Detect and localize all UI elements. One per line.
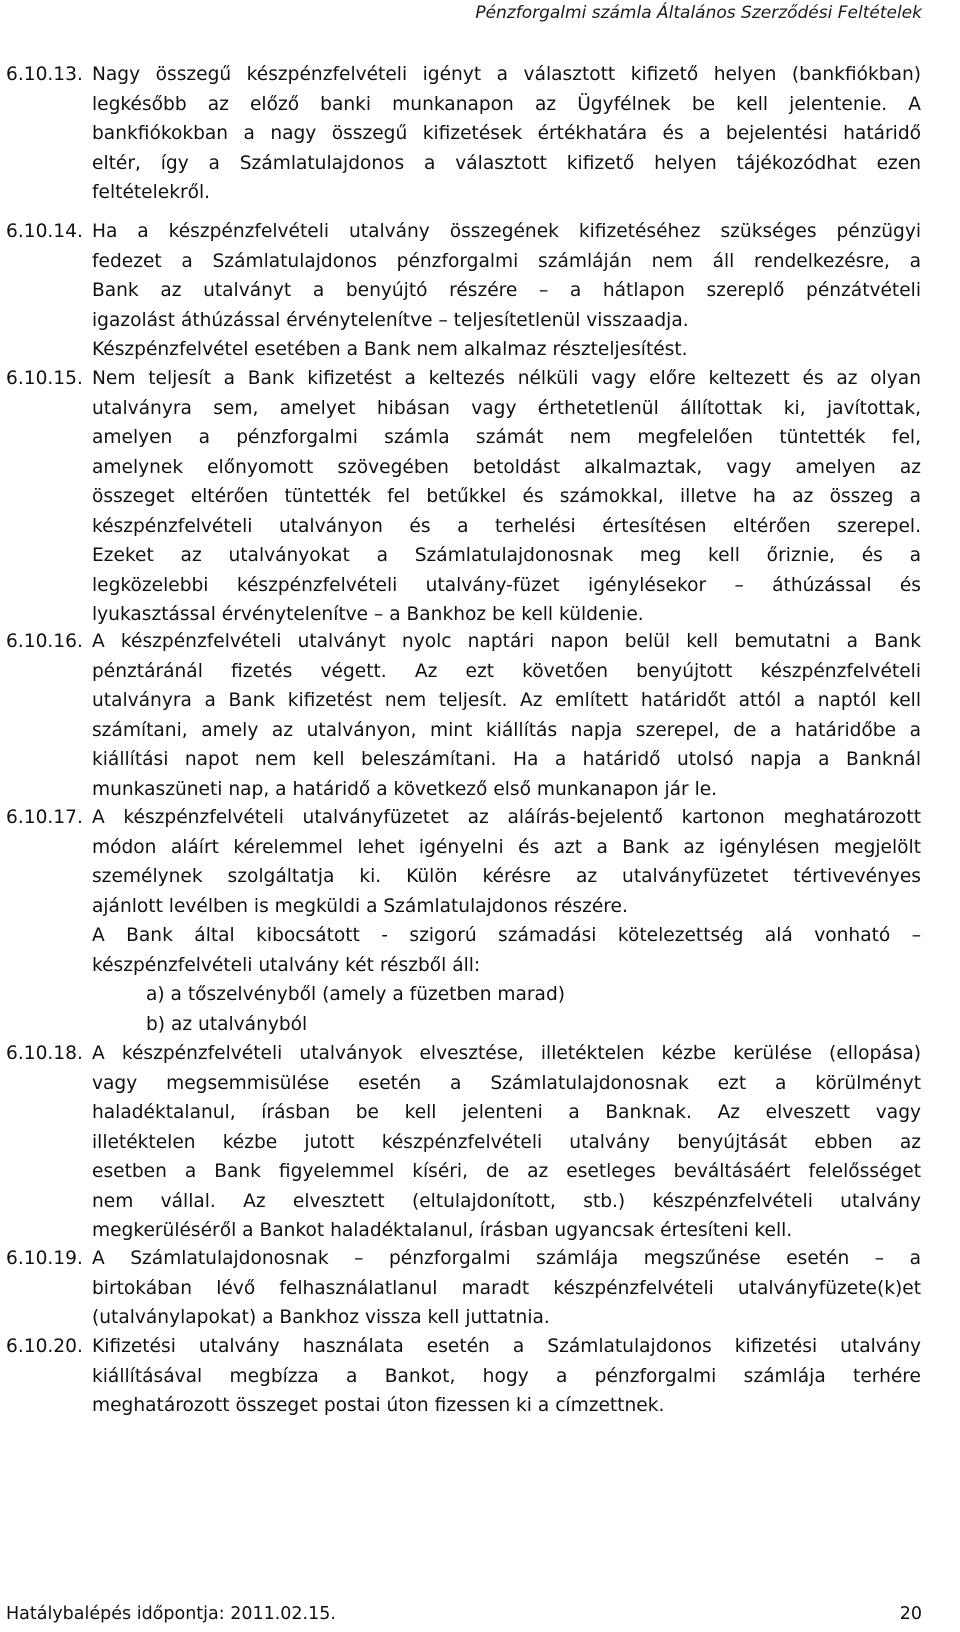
text-line: készpénzfelvételi utalvány két részből áll:	[92, 954, 481, 976]
page-footer	[6, 1604, 922, 1628]
text-line: Ha a készpénzfelvételi utalvány összegének kifizetéséhez szükséges pénzügyi	[92, 221, 921, 242]
text-line: fedezet a Számlatulajdonos pénzforgalmi számláján nem áll rendelkezésre, a	[92, 250, 921, 272]
text-line: A készpénzfelvételi utalványfüzetet az aláírás-bejelentő kartonon meghatározott	[92, 807, 921, 828]
text-line: összeget eltérően tüntették fel betűkkel és számokkal, illetve ha az összeg a	[92, 486, 921, 507]
text-line: (utalványlapokat) a Bankhoz vissza kell juttatnia.	[92, 1307, 550, 1328]
text-line: utalványra sem, amelyet hibásan vagy érthetetlenül állítottak ki, javítottak,	[92, 397, 921, 419]
clause-number: 6.10.14.	[6, 221, 83, 242]
text-line: legközelebbi készpénzfelvételi utalvány-füzet igénylésekor – áthúzással és	[92, 574, 921, 596]
clause-number: 6.10.18.	[6, 1043, 83, 1064]
text-line: A Számlatulajdonosnak – pénzforgalmi számlája megszűnése esetén – a	[92, 1248, 921, 1269]
clause-text	[92, 1039, 960, 1246]
clause-15	[0, 364, 960, 630]
text-line: legkésőbb az előző banki munkanapon az Ügyfélnek be kell jelentenie. A	[92, 93, 921, 115]
clause-text	[92, 60, 960, 208]
text-line: A Bank által kibocsátott - szigorú számadási kötelezettség alá vonható –	[92, 925, 921, 946]
text-line: számítani, amely az utalványon, mint kiállítás napja szerepel, de a határidőbe a	[92, 719, 921, 741]
text-line: amelynek előnyomott szövegében betoldást alkalmaztak, vagy amelyen az	[92, 456, 921, 478]
text-line: birtokában lévő felhasználatlanul maradt készpénzfelvételi utalványfüzete(k)et	[92, 1277, 921, 1299]
text-line: módon aláírt kérelemmel lehet igényelni és azt a Bank az igénylésen megjelölt	[92, 836, 921, 858]
clause-text	[92, 1244, 960, 1333]
text-line: haladéktalanul, írásban be kell jelenteni a Banknak. Az elveszett vagy	[92, 1102, 921, 1123]
text-line: kiállítási napot nem kell beleszámítani. Ha a határidő utolsó napja a Banknál	[92, 749, 921, 770]
clause-16	[0, 627, 960, 804]
text-line: pénztáránál fizetés végett. Az ezt követően benyújtott készpénzfelvételi	[92, 660, 921, 682]
text-line: készpénzfelvételi utalványon és a terhelési értesítésen eltérően szerepel.	[92, 515, 921, 537]
clause-text	[92, 364, 960, 630]
clause-20	[0, 1332, 960, 1421]
text-line: munkaszüneti nap, a határidő a következő első munkanapon jár le.	[92, 778, 718, 800]
text-line: esetben a Bank figyelemmel kíséri, de az esetleges beváltásáért felelősséget	[92, 1161, 921, 1182]
clause-14	[0, 217, 960, 365]
text-line: személynek szolgáltatja ki. Külön kérésre az utalványfüzetet tértivevényes	[92, 866, 921, 887]
clause-text	[92, 217, 960, 365]
text-line: meghatározott összeget postai úton fizessen ki a címzettnek.	[92, 1395, 665, 1416]
clause-number: 6.10.16.	[6, 631, 83, 652]
clause-19	[0, 1244, 960, 1333]
text-line: kiállításával megbízza a Bankot, hogy a pénzforgalmi számlája terhére	[92, 1365, 921, 1387]
text-line: eltér, így a Számlatulajdonos a választott kifizető helyen tájékozódhat ezen	[92, 152, 921, 174]
text-line: ajánlott levélben is megküldi a Számlatulajdonos részére.	[92, 895, 628, 917]
text-line: Ezeket az utalványokat a Számlatulajdonosnak meg kell őriznie, és a	[92, 545, 921, 566]
text-line: nem vállal. Az elvesztett (eltulajdonított, stb.) készpénzfelvételi utalvány	[92, 1190, 921, 1212]
list-item: a) a tőszelvényből (amely a füzetben marad)	[146, 984, 566, 1005]
text-line: Kifizetési utalvány használata esetén a Számlatulajdonos kifizetési utalvány	[92, 1336, 921, 1357]
text-line: lyukasztással érvénytelenítve – a Bankhoz be kell küldenie.	[92, 604, 644, 625]
clause-number: 6.10.17.	[6, 807, 83, 828]
text-line: amelyen a pénzforgalmi számla számát nem megfelelően tüntették fel,	[92, 427, 921, 448]
clause-13	[0, 60, 960, 208]
clause-number: 6.10.19.	[6, 1248, 83, 1269]
clause-text	[92, 627, 960, 804]
text-line: Nagy összegű készpénzfelvételi igényt a választott kifizető helyen (bankfiókban)	[92, 64, 921, 85]
text-line: igazolást áthúzással érvénytelenítve – teljesítetlenül visszaadja.	[92, 309, 689, 331]
text-line: A készpénzfelvételi utalványok elvesztése, illetéktelen kézbe kerülése (ellopása)	[92, 1043, 921, 1064]
clause-number: 6.10.15.	[6, 368, 83, 389]
text-line: illetéktelen kézbe jutott készpénzfelvételi utalvány benyújtását ebben az	[92, 1131, 921, 1153]
page-header-title: Pénzforgalmi számla Általános Szerződési Feltételek	[475, 3, 922, 23]
page-number: 20	[899, 1604, 922, 1624]
text-line: megkerüléséről a Bankot haladéktalanul, írásban ugyancsak értesíteni kell.	[92, 1220, 793, 1241]
text-line: A készpénzfelvételi utalványt nyolc naptári napon belül kell bemutatni a Bank	[92, 631, 921, 652]
clause-17	[0, 803, 960, 1039]
list-item: b) az utalványból	[146, 1013, 308, 1035]
clause-number: 6.10.20.	[6, 1336, 83, 1357]
clause-text	[92, 1332, 960, 1421]
effective-date: Hatálybalépés időpontja: 2011.02.15.	[6, 1604, 336, 1624]
clause-text	[92, 803, 960, 1039]
text-line: Nem teljesít a Bank kifizetést a keltezés nélküli vagy előre keltezett és az olyan	[92, 368, 921, 389]
text-line: bankfiókokban a nagy összegű kifizetések értékhatára és a bejelentési határidő	[92, 123, 921, 144]
text-line: Készpénzfelvétel esetében a Bank nem alkalmaz részteljesítést.	[92, 339, 688, 360]
clause-18	[0, 1039, 960, 1246]
text-line: feltételekről.	[92, 182, 211, 203]
text-line: Bank az utalványt a benyújtó részére – a hátlapon szereplő pénzátvételi	[92, 280, 921, 301]
text-line: vagy megsemmisülése esetén a Számlatulajdonosnak ezt a körülményt	[92, 1072, 921, 1094]
list-items	[92, 980, 960, 1039]
text-line: utalványra a Bank kifizetést nem teljesít. Az említett határidőt attól a naptól kell	[92, 690, 921, 711]
clause-number: 6.10.13.	[6, 64, 83, 85]
